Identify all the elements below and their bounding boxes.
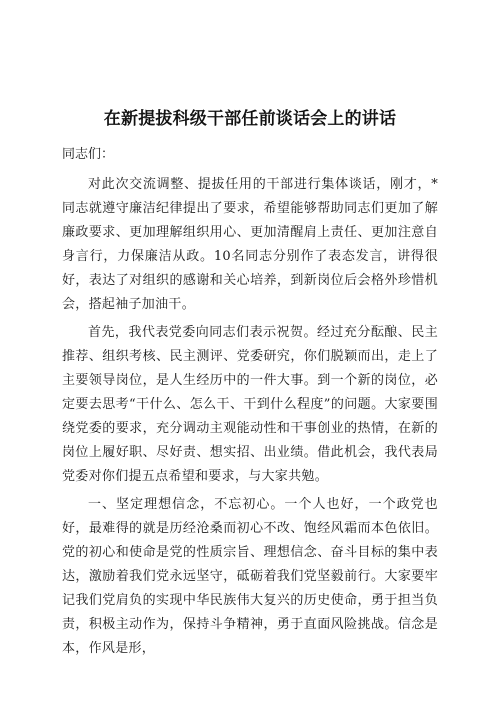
paragraph-intro: 对此次交流调整、提拔任用的干部进行集体谈话，刚才，*同志就遵守廉洁纪律提出了要求，希望能够帮助同志们更加了解廉政要求、更加理解组织用心、更加清醒肩上责任、更加注意自身言行，力保廉洁从政。10名同志分别作了表态发言，讲得很好，表达了对组织的感谢和关心培养，到新岗位后会格外珍惜机会，搭起袖子加油干。	[62, 177, 438, 312]
paragraph-congratulations: 首先，我代表党委向同志们表示祝贺。经过充分酝酿、民主推荐、组织考核、民主测评、党委研究，你们脱颖而出，走上了主要领导岗位，是人生经历中的一件大事。到一个新的岗位，必定要去思考“干什么、怎么干、干到什么程度”的问题。大家要围绕党委的要求，充分调动主观能动性和干事创业的热情，在新的岗位上履好职、尽好责、想实招、出业绩。借此机会，我代表局党委对你们提五点希望和要求，与大家共勉。	[62, 325, 438, 484]
paragraph-point-one: 一、坚定理想信念，不忘初心。一个人也好，一个政党也好，最难得的就是历经沧桑而初心不改、饱经风霜而本色依旧。党的初心和使命是党的性质宗旨、理想信念、奋斗目标的集中表达，激励着我们党永远坚守，砥砺着我们党坚毅前行。大家要牢记我们党肩负的实现中华民族伟大复兴的历史使命，勇于担当负责，积极主动作为，保持斗争精神，勇于直面风险挑战。信念是本，作风是形，	[62, 497, 438, 656]
document-title: 在新提拔科级干部任前谈话会上的讲话	[103, 109, 397, 129]
salutation: 同志们：	[62, 147, 115, 162]
